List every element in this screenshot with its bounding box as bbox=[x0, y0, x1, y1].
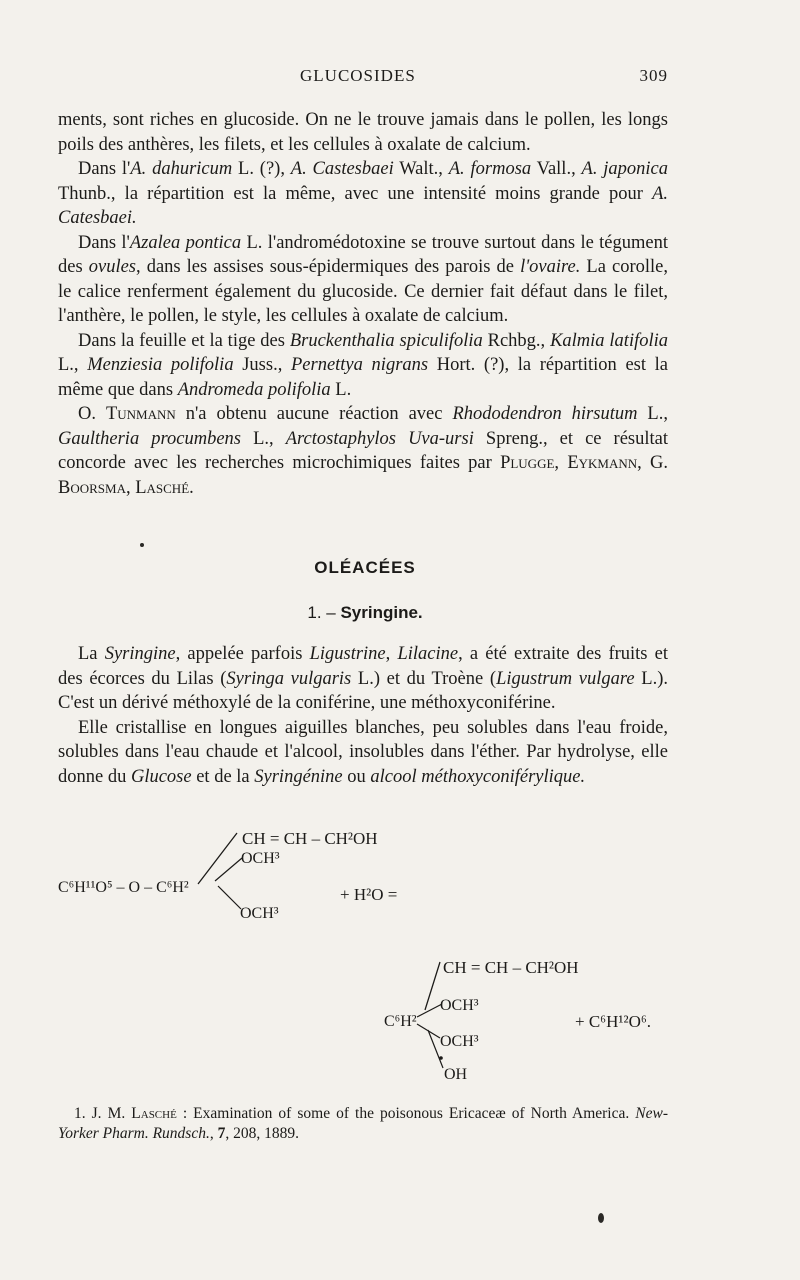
hydroxyl-group: OH bbox=[444, 1066, 468, 1083]
text-run: , 208, 1889. bbox=[225, 1125, 299, 1142]
species-name: A. Castesbaei bbox=[290, 159, 394, 179]
text-run: , a été extraite des fruits et des écorces du Lilas ( bbox=[58, 644, 669, 689]
species-name: A. dahuricum bbox=[130, 159, 233, 179]
text-run: Rchbg., bbox=[482, 330, 551, 351]
compound-name: Syringine bbox=[104, 644, 176, 664]
footnote bbox=[58, 1104, 668, 1144]
text-run: ou bbox=[342, 766, 371, 787]
species-name: Andromeda polifolia bbox=[177, 379, 331, 400]
text-run: Walt., bbox=[393, 159, 449, 179]
text-run: Dans l' bbox=[78, 232, 130, 253]
text-run: L.). C'est un dérivé méthoxylé de la coniférine, une méthoxyconiférine. bbox=[58, 668, 668, 713]
methoxy-group: OCH³ bbox=[241, 850, 280, 867]
bond-line bbox=[198, 833, 237, 884]
text-run: L. (?), bbox=[232, 159, 291, 179]
syringenine-structure bbox=[384, 958, 651, 1083]
author-name: Lasché bbox=[131, 1105, 177, 1122]
glucose-term: + C⁶H¹²O⁶. bbox=[575, 1012, 652, 1031]
text-run: n'a obtenu aucune réaction avec bbox=[175, 404, 453, 424]
text-run: La bbox=[78, 644, 105, 664]
text-run: L., bbox=[637, 404, 668, 424]
methoxy-group: OCH³ bbox=[440, 997, 479, 1014]
compound-name: Glucose bbox=[130, 766, 192, 787]
text-run: L. bbox=[330, 379, 352, 400]
text-run: O. bbox=[78, 404, 106, 424]
species-name: Bruckenthalia spiculifolia bbox=[289, 330, 483, 351]
text-run: Juss., bbox=[233, 355, 291, 375]
section-heading: OLÉACÉES bbox=[314, 558, 416, 577]
text-run: longs poils des anthères, les filets, et les cellules à oxalate de calcium. bbox=[58, 110, 669, 155]
methoxy-group: OCH³ bbox=[440, 1033, 479, 1050]
running-title: GLUCOSIDES bbox=[300, 66, 416, 85]
text-run: ments, sont riches en glucoside. On ne le trouve jamais dans le pollen, les bbox=[58, 110, 622, 130]
ring-label: C⁶H² bbox=[384, 1013, 417, 1030]
journal-name: New-Yorker Pharm. Rundsch. bbox=[58, 1105, 668, 1142]
footnote-number: 1. bbox=[74, 1105, 86, 1122]
text-run: , bbox=[125, 477, 136, 498]
species-name: Menziesia polifolia bbox=[87, 355, 234, 375]
page-number: 309 bbox=[639, 66, 668, 85]
bond-line bbox=[417, 1004, 442, 1017]
text-run: et de la bbox=[191, 766, 255, 787]
text-run: : Examination of some of the poisonous Ericaceæ of North America. bbox=[176, 1105, 636, 1122]
author-name: Lasché bbox=[135, 477, 190, 498]
species-name: Syringa vulgaris bbox=[226, 668, 352, 689]
species-name: A. japonica bbox=[581, 159, 669, 179]
dot-mark bbox=[439, 1056, 443, 1060]
compound-name: Ligustrine bbox=[309, 644, 386, 664]
bond-line bbox=[218, 886, 241, 909]
text-run: Spreng., et ce résultat concorde avec les recherches microchimiques faites par bbox=[58, 428, 669, 473]
species-name: Pernettya nigrans bbox=[290, 355, 429, 375]
compound-name: alcool méthoxyconiférylique. bbox=[370, 766, 586, 787]
species-name: Kalmia latifolia bbox=[550, 330, 669, 351]
print-speck bbox=[140, 543, 144, 547]
species-name: A. formosa bbox=[448, 159, 532, 179]
text-run: , dans les assises sous-épidermiques des parois de bbox=[136, 257, 521, 277]
water-term: + H²O = bbox=[340, 885, 398, 904]
bond-line bbox=[425, 962, 440, 1010]
text-run: L.) et du Troène ( bbox=[351, 668, 497, 689]
text-run: Elle cristallise en longues aiguilles blanches, peu solubles dans l'eau froide, solubles dans l'eau chaude et l'alcool, insolubles dans l'éther. Par hydrolyse, elle donne du bbox=[58, 717, 668, 787]
text-run: , bbox=[209, 1125, 218, 1142]
footnote-text bbox=[58, 1104, 668, 1144]
text-run: , appelée parfois bbox=[175, 644, 310, 664]
text-run: Thunb., la répartition est la même, avec une intensité moins grande pour bbox=[58, 183, 653, 204]
compound-name: Lilacine bbox=[397, 644, 459, 664]
species-name: Ligustrum vulgare bbox=[496, 668, 635, 689]
text-run: La corolle, le calice renferment également du glucoside. Ce dernier fait défaut dans le filet, l'anthère, le pollen, le style, les cellules à oxalate de calcium. bbox=[58, 257, 668, 326]
glucose-ring-label: C⁶H¹¹O⁵ – O – C⁶H² bbox=[58, 879, 189, 896]
species-name: Rhododendron hirsutum bbox=[452, 404, 638, 424]
author-name: Tunmann bbox=[105, 404, 176, 424]
species-name: Azalea pontica bbox=[129, 232, 242, 253]
species-name: A. Catesbaei. bbox=[58, 183, 668, 228]
side-chain: CH = CH – CH²OH bbox=[242, 829, 378, 848]
volume-number: 7 bbox=[217, 1125, 226, 1142]
italic-term: l'ovaire. bbox=[520, 257, 581, 277]
bond-line bbox=[215, 858, 242, 881]
author-name: Boorsma bbox=[58, 477, 126, 498]
species-name: Arctostaphylos Uva-ursi bbox=[285, 428, 474, 449]
subsection-number: 1. – bbox=[307, 603, 336, 622]
text-run: Hort. (?), la répartition est la même que dans bbox=[58, 355, 668, 400]
methoxy-group: OCH³ bbox=[240, 905, 279, 922]
text-run: L., bbox=[241, 428, 286, 449]
side-chain: CH = CH – CH²OH bbox=[443, 958, 579, 977]
species-name: Gaultheria procumbens bbox=[58, 428, 242, 449]
text-run: , G. bbox=[637, 453, 669, 473]
compound-name: Syringénine bbox=[254, 766, 343, 787]
text-run: Dans la feuille et la tige des bbox=[78, 330, 290, 351]
italic-term: ovules bbox=[88, 257, 136, 277]
subsection-title: Syringine. bbox=[340, 603, 423, 622]
text-run: L. l'andromédotoxine se trouve surtout dans le tégument des bbox=[58, 232, 669, 277]
text-run: . bbox=[189, 477, 194, 498]
author-name: Eykmann bbox=[567, 453, 638, 473]
text-run: , bbox=[385, 644, 398, 664]
text-run: Vall., bbox=[531, 159, 582, 179]
author-name: Plugge bbox=[500, 453, 555, 473]
text-run: L., bbox=[58, 355, 88, 375]
syringine-structure bbox=[58, 829, 397, 922]
text-run: Dans l' bbox=[78, 159, 131, 179]
text-run: J. M. bbox=[85, 1105, 132, 1122]
text-run: , bbox=[554, 453, 568, 473]
print-speck bbox=[598, 1213, 604, 1223]
